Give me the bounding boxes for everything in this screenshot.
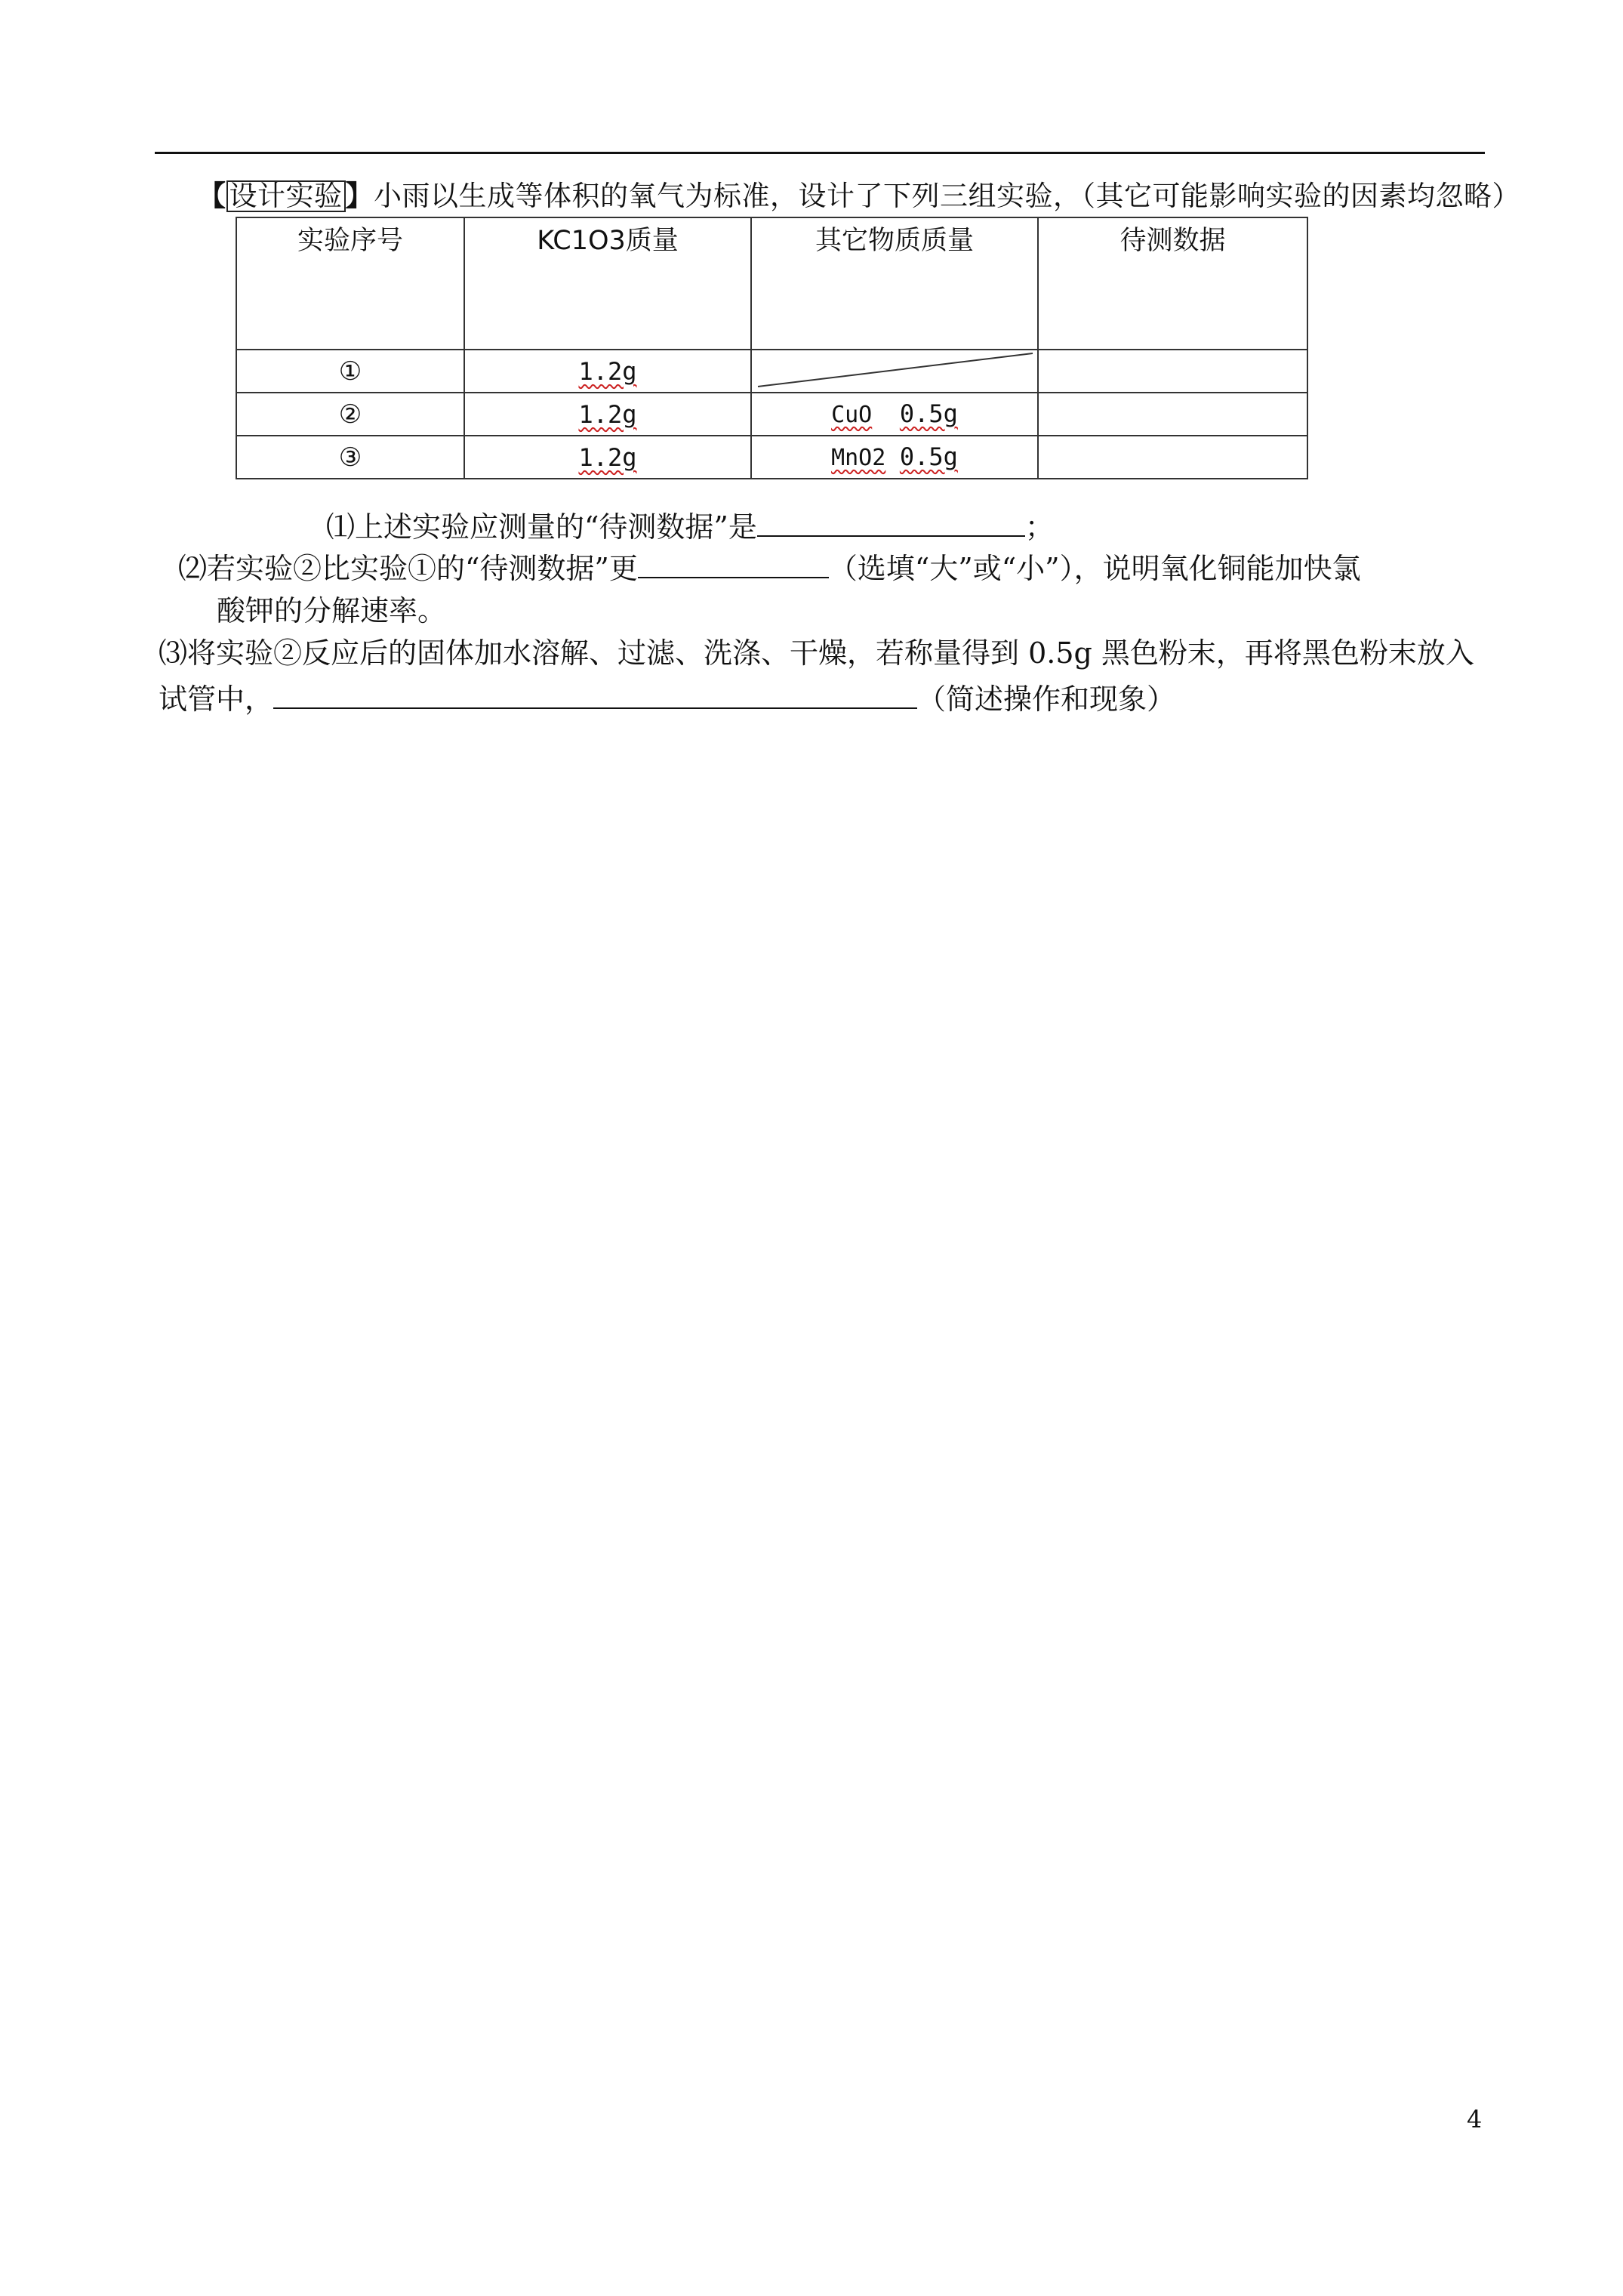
- kclo3-mass-cell: [464, 350, 751, 393]
- intro-text: 小雨以生成等体积的氧气为标准，设计了下列三组实验，（其它可能影响实验的因素均忽略）: [374, 180, 1520, 212]
- kclo3-mass-cell: [464, 393, 751, 436]
- table-row: [236, 393, 1307, 436]
- intro-tag: 设计实验: [226, 180, 346, 212]
- intro-bracket-open: 【: [198, 180, 226, 212]
- substance-name: MnO2: [831, 444, 886, 471]
- question-2: [178, 544, 1361, 591]
- question-1-suffix: ；: [1024, 510, 1054, 544]
- header-rule: [155, 152, 1485, 154]
- experiment-table: [236, 217, 1308, 479]
- row-number: ①: [236, 350, 464, 393]
- question-1: [326, 502, 1054, 550]
- header-cell: 实验序号: [236, 217, 464, 350]
- kclo3-mass: 1.2g: [578, 356, 637, 386]
- page-number: 4: [1467, 2105, 1483, 2134]
- other-substance-cell-empty: [751, 350, 1038, 393]
- pending-data-cell: [1038, 350, 1307, 393]
- question-3-line-1: ⑶将实验②反应后的固体加水溶解、过滤、洗涤、干燥，若称量得到 0.5g 黑色粉末，再将黑色粉末放入: [159, 636, 1474, 670]
- header-cell: KC1O3质量: [464, 217, 751, 350]
- table-row: [236, 436, 1307, 479]
- pending-data-cell: [1038, 436, 1307, 479]
- question-2-continued: 酸钾的分解速率。: [217, 594, 447, 627]
- question-3-suffix: （简述操作和现象）: [917, 683, 1176, 716]
- table-row: [236, 350, 1307, 393]
- answer-blank-1[interactable]: [757, 502, 1025, 537]
- substance-name: CuO: [831, 401, 873, 428]
- question-3-text: 试管中，: [159, 683, 274, 716]
- header-cell: 待测数据: [1038, 217, 1307, 350]
- substance-amount: 0.5g: [899, 442, 958, 471]
- substance-amount: 0.5g: [899, 399, 958, 428]
- header-cell: 其它物质质量: [751, 217, 1038, 350]
- experiment-intro: [198, 178, 1520, 214]
- intro-bracket-close: 】: [345, 180, 374, 212]
- table-header-row: [236, 217, 1307, 350]
- question-3: [159, 674, 1175, 722]
- other-substance-cell: [751, 393, 1038, 436]
- row-number: ②: [236, 393, 464, 436]
- question-2-suffix: （选填“大”或“小”），说明氧化铜能加快氯: [828, 552, 1361, 585]
- diagonal-slash-line: [752, 350, 1037, 392]
- pending-data-cell: [1038, 393, 1307, 436]
- kclo3-mass: 1.2g: [578, 399, 637, 429]
- kclo3-mass-cell: [464, 436, 751, 479]
- answer-blank-3[interactable]: [273, 674, 917, 709]
- other-substance-cell: [751, 436, 1038, 479]
- row-number: ③: [236, 436, 464, 479]
- question-1-text: ⑴上述实验应测量的“待测数据”是: [326, 510, 757, 544]
- kclo3-mass: 1.2g: [578, 442, 637, 472]
- question-2-text: ⑵若实验②比实验①的“待测数据”更: [178, 552, 638, 585]
- answer-blank-2[interactable]: [638, 544, 829, 578]
